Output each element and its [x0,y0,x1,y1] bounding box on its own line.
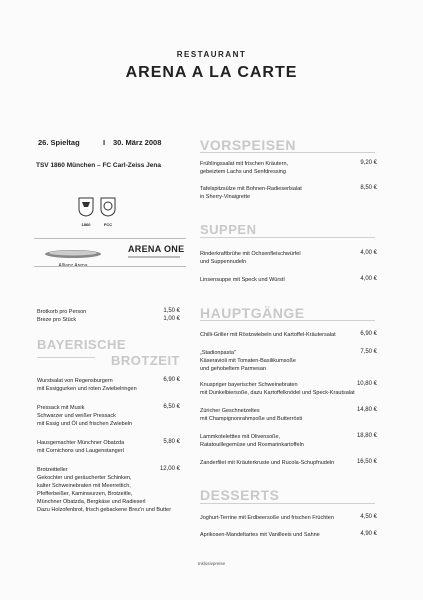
haupt-4-l1: Züricher Geschnetzeltes [200,408,260,414]
haupt-3-price: 10,80 € [356,381,377,387]
hauptgaenge-title: HAUPTGÄNGE [200,305,305,321]
vorspeisen-title: VORSPEISEN [200,137,297,153]
brotzeit-4-l6: Dazu Holzofenbrot, frisch gebackene Brez'n und Butter [37,507,172,513]
vorspeisen-1-price: 9,20 € [360,160,377,166]
dessert-1-price: 4,50 € [360,514,377,520]
vorspeisen-1-l2: gebeiztem Lachs und Senfdressing [200,169,286,175]
vorspeisen-2-l1: Tafelspitzsülze mit Bohnen-Radieserlsalat [200,186,302,192]
suppen-title: SUPPEN [200,222,257,237]
matchday: 26. Spieltag [38,138,80,147]
brotzeit-4-l4: Pfefferbeißer, Kaminwurzen, Brotzeitle, [37,491,133,497]
haupt-4-price: 14,80 € [356,407,377,413]
suppen-1-l2: und Suppennudeln [200,259,247,265]
footer-note: Inklusivpreise [197,561,226,566]
arena-one-logo: ARENA ONE [128,244,185,254]
arena-name: Allianz Arena [58,263,88,269]
suppen-1-l1: Rinderkraftbrühe mit Ochsenfleischwürfel [200,251,301,257]
restaurant-label: RESTAURANT [176,50,247,59]
brotzeit-4-price: 12,00 € [159,466,180,472]
haupt-5-l2: Ratatouillegemüse und Rosmarinkartoffeln [200,442,304,448]
haupt-2-l3: und gehobeltem Parmesan [200,366,267,372]
bayerische-title: BAYERISCHE [37,337,127,352]
dessert-2-price: 4,90 € [360,531,377,537]
vorspeisen-1-l1: Frühlingssalat mit frischen Kräutern, [200,161,289,167]
haupt-6-price: 16,50 € [356,459,377,465]
haupt-2-price: 7,50 € [360,349,377,355]
haupt-3-l1: Knuspriger bayerischer Schweinebraten [200,382,298,388]
hauptgaenge-rule [200,320,375,321]
haupt-4-l2: mit Champignonrahmsoße und Butterrösti [200,416,303,422]
haupt-5-price: 18,80 € [356,433,377,439]
bread-price-2: 1,00 € [163,316,180,322]
haupt-3-l2: mit Dunkelbiersoße, dazu Kartoffelknödel und Speck-Krautsalat [200,390,355,396]
bread-item-1: Brotkorb pro Person [37,309,87,315]
haupt-2-l1: „Stadionpasta" [200,350,236,356]
brotzeit-rule [37,357,95,358]
crest1-label: 1860 [81,222,91,227]
suppen-2-l1: Linsensuppe mit Speck und Würstl [200,277,285,283]
haupt-5-l1: Lammkoteletttes mit Olivensoße, [200,434,281,440]
vorspeisen-rule [200,152,375,153]
logo-divider-bottom [34,266,186,267]
brotzeit-4-l5: Münchner Obatzda, Bergkäse und Radieserl [37,499,146,505]
allianz-arena-logo [38,245,108,269]
arena-one-underline [128,256,180,258]
brotzeit-4-l1: Brotzeitteller [37,467,68,473]
brotzeit-3-price: 5,80 € [163,439,180,445]
brotzeit-3-l1: Hausgemachter Münchner Obatzda [37,440,125,446]
crest2-label: FCC [103,222,113,227]
desserts-title: DESSERTS [200,487,280,503]
dessert-1: Joghurt-Terrine mit Erdbeersoße und frischen Früchten [200,515,334,521]
match-date: 30. März 2008 [113,138,162,147]
fc-carl-zeiss-crest [100,197,116,227]
brotzeit-3-l2: mit Cornichons und Laugenstangerl [37,448,124,454]
page-title: ARENA A LA CARTE [125,64,298,81]
haupt-6-l1: Zanderfilet mit Kräuterkruste und Rucola-Schupfnudeln [200,460,335,466]
vorspeisen-2-l2: in Sherry-Vinaigrette [200,194,251,200]
suppen-rule [200,237,375,238]
brotzeit-1-l1: Wurstsalat von Regensburgern [37,378,113,384]
match-teams: TSV 1860 München – FC Carl-Zeiss Jena [36,162,161,169]
tsv-1860-crest [78,197,94,227]
brotzeit-1-l2: mit Essiggurken und roten Zwiebelringen [37,386,137,392]
haupt-1-price: 6,90 € [360,331,377,337]
brotzeit-2-l1: Pressack mit Musik [37,405,85,411]
suppen-2-price: 4,00 € [360,276,377,282]
desserts-rule [200,503,375,504]
bread-item-2: Breze pro Stück [37,317,77,323]
brotzeit-4-l3: kalter Schweinebraten mit Meerrettich, [37,483,131,489]
bread-price-1: 1,50 € [163,308,180,314]
logo-divider-top [34,238,186,239]
brotzeit-2-l3: mit Essig und Öl und frischen Zwiebeln [37,421,133,427]
brotzeit-title: BROTZEIT [111,353,180,368]
suppen-1-price: 4,00 € [360,250,377,256]
brotzeit-4-l2: Gekochter und geräucherter Schinken, [37,475,132,481]
haupt-1-l1: Chilli-Griller mit Röstzwiebeln und Kartoffel-Kräutersalat [200,332,336,338]
vorspeisen-2-price: 8,50 € [360,185,377,191]
dessert-2: Aprikosen-Mandeltartes mit Vanilleeis und Sahne [200,532,320,538]
brotzeit-2-l2: Schwarzer und weißer Pressack [37,413,116,419]
brotzeit-1-price: 6,90 € [163,377,180,383]
haupt-2-l2: Käseravioli mit Tomaten-Basilikumsoße [200,358,296,364]
brotzeit-2-price: 6,50 € [163,404,180,410]
date-separator: I [103,138,106,147]
